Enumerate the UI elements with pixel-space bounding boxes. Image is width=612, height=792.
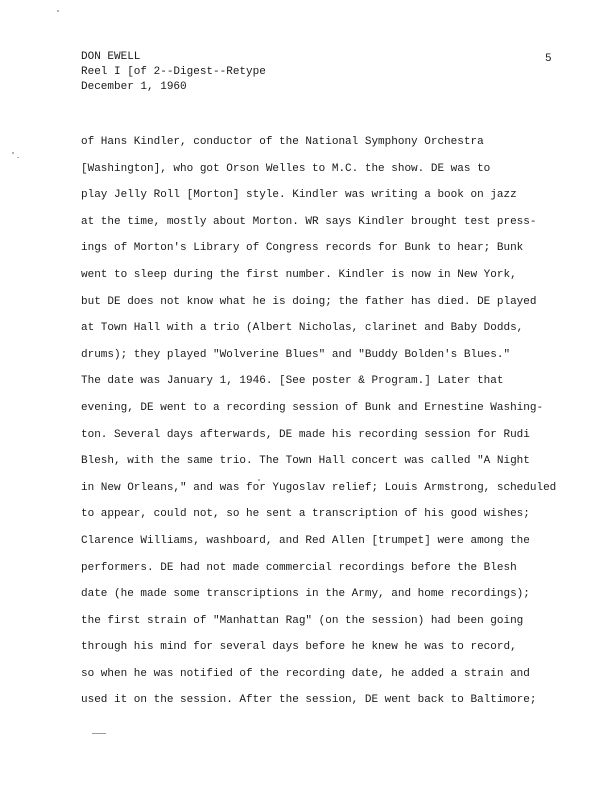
scan-speck-mark bbox=[92, 733, 106, 734]
scan-speck-mark bbox=[57, 10, 59, 12]
document-header bbox=[81, 50, 266, 95]
body-line: used it on the session. After the session, DE went back to Baltimore; bbox=[81, 694, 537, 707]
interviewee-name: DON EWELL bbox=[81, 51, 141, 63]
body-line: drums); they played "Wolverine Blues" and "Buddy Bolden's Blues." bbox=[81, 348, 511, 361]
body-line: performers. DE had not made commercial recordings before the Blesh bbox=[81, 561, 517, 574]
body-line: through his mind for several days before he knew he was to record, bbox=[81, 641, 517, 654]
body-line: The date was January 1, 1946. [See poster & Program.] Later that bbox=[81, 375, 504, 388]
body-line: to appear, could not, so he sent a transcription of his good wishes; bbox=[81, 508, 530, 521]
body-line: play Jelly Roll [Morton] style. Kindler was writing a book on jazz bbox=[81, 189, 517, 202]
scan-speck-mark bbox=[17, 157, 19, 158]
body-line: but DE does not know what he is doing; the father has died. DE played bbox=[81, 295, 537, 308]
body-line: ings of Morton's Library of Congress records for Bunk to hear; Bunk bbox=[81, 242, 524, 255]
scan-speck-mark bbox=[12, 152, 14, 154]
reel-label: Reel I [of 2--Digest--Retype bbox=[81, 66, 266, 78]
transcript-body bbox=[81, 133, 611, 718]
body-line: Clarence Williams, washboard, and Red Allen [trumpet] were among the bbox=[81, 534, 530, 547]
body-line: Blesh, with the same trio. The Town Hall concert was called "A Night bbox=[81, 455, 530, 468]
body-line: ton. Several days afterwards, DE made his recording session for Rudi bbox=[81, 428, 530, 441]
body-line: at the time, mostly about Morton. WR says Kindler brought test press- bbox=[81, 215, 537, 228]
body-line: so when he was notified of the recording date, he added a strain and bbox=[81, 667, 530, 680]
body-line: in New Orleans," and was for Yugoslav relief; Louis Armstrong, scheduled bbox=[81, 481, 557, 494]
body-line: the first strain of "Manhattan Rag" (on the session) had been going bbox=[81, 614, 524, 627]
body-line: went to sleep during the first number. Kindler is now in New York, bbox=[81, 268, 517, 281]
interview-date: December 1, 1960 bbox=[81, 81, 187, 93]
body-line: [Washington], who got Orson Welles to M.C. the show. DE was to bbox=[81, 162, 491, 175]
body-line: of Hans Kindler, conductor of the National Symphony Orchestra bbox=[81, 136, 484, 148]
page-number: 5 bbox=[545, 53, 552, 65]
body-line: evening, DE went to a recording session of Bunk and Ernestine Washing- bbox=[81, 401, 544, 414]
body-line: date (he made some transcriptions in the Army, and home recordings); bbox=[81, 588, 530, 601]
body-line: at Town Hall with a trio (Albert Nicholas, clarinet and Baby Dodds, bbox=[81, 322, 524, 335]
